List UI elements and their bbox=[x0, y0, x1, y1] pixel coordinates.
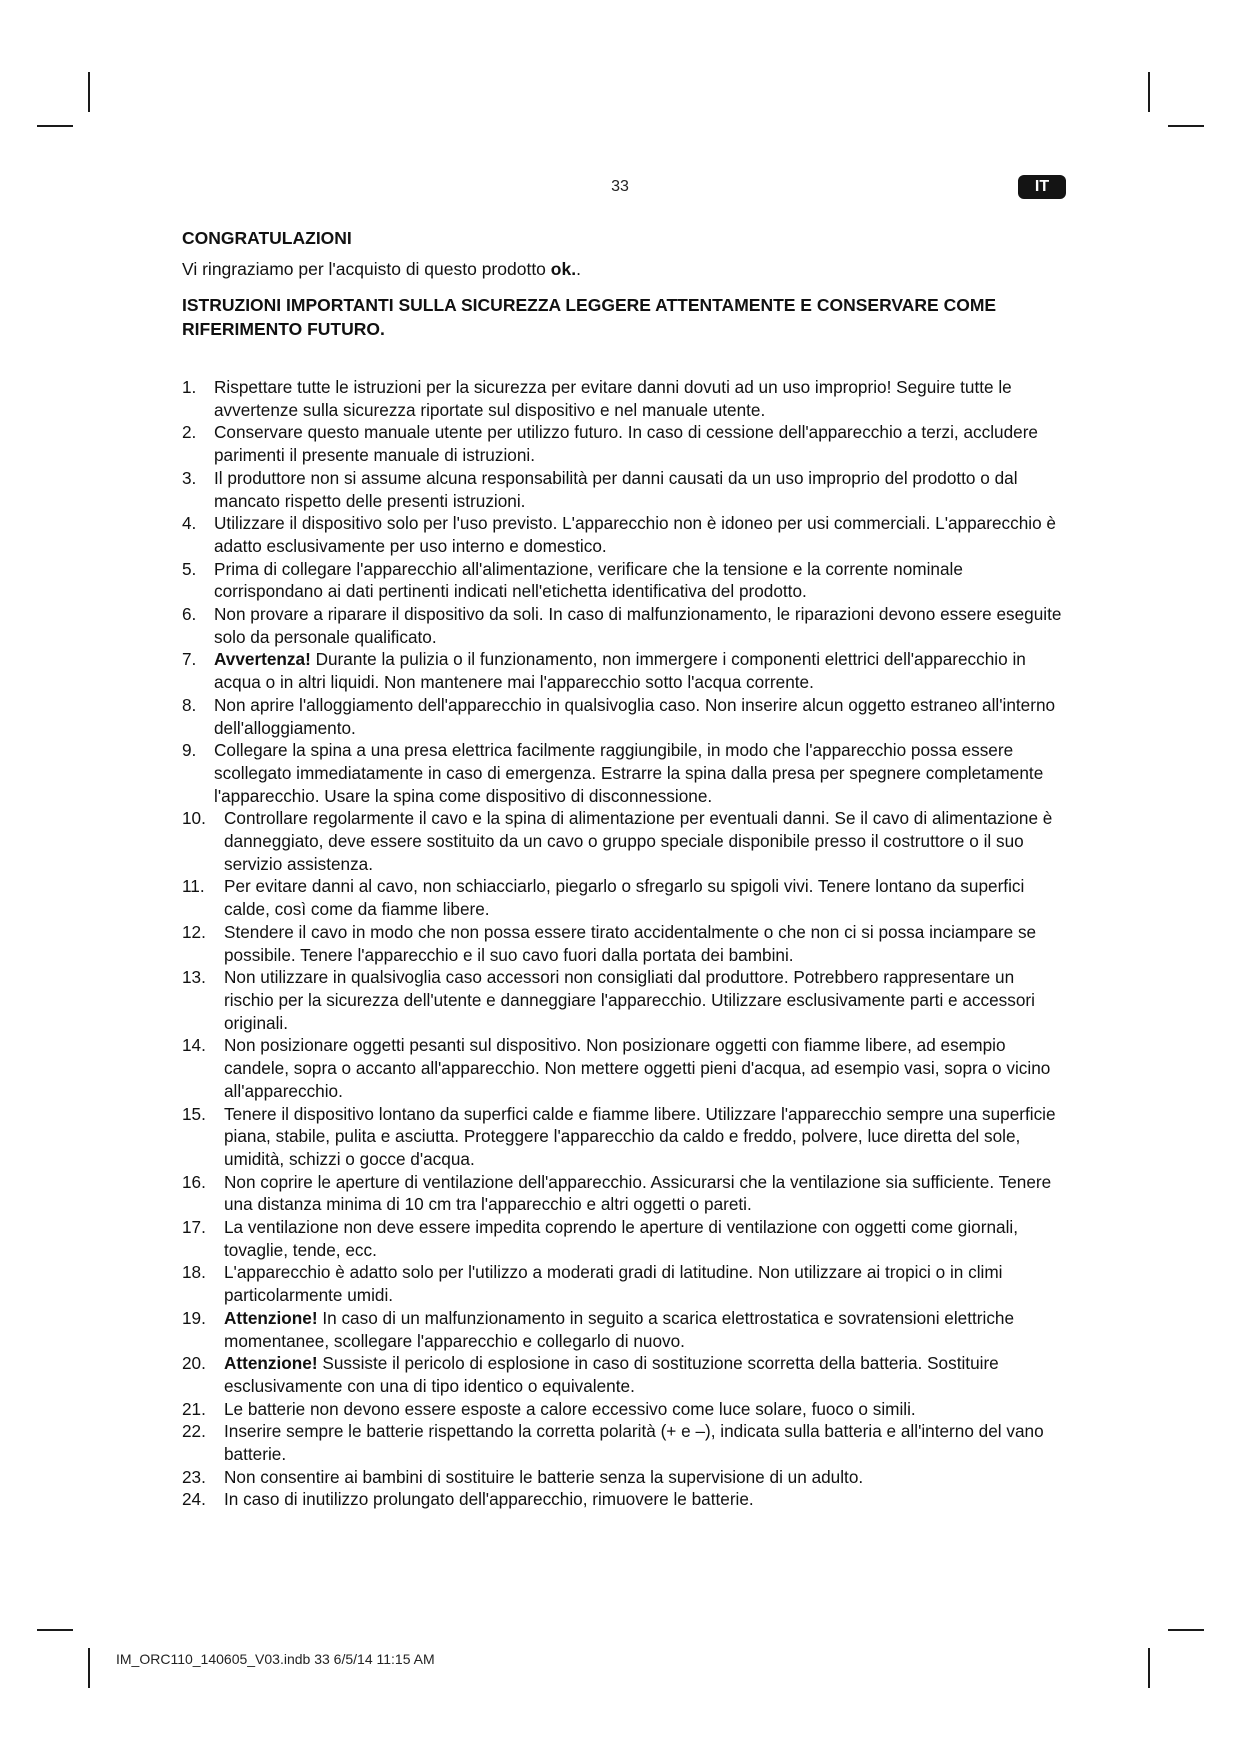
crop-mark-bottom-right bbox=[1148, 1648, 1150, 1688]
rule-item bbox=[182, 807, 1062, 875]
rule-item bbox=[182, 603, 1062, 648]
rule-item bbox=[182, 648, 1062, 693]
rule-text: Non coprire le aperture di ventilazione dell'apparecchio. Assicurarsi che la ventilazione sia sufficiente. Tenere una distanza minima di 10 cm tra l'apparecchio e altri oggetti o pareti. bbox=[224, 1171, 1052, 1215]
rule-number: 7. bbox=[182, 649, 197, 670]
intro-text bbox=[182, 257, 1062, 281]
rule-number: 24. bbox=[182, 1489, 206, 1510]
rule-item bbox=[182, 966, 1062, 1034]
rule-item bbox=[182, 1103, 1062, 1171]
rule-text: L'apparecchio è adatto solo per l'utilizzo a moderati gradi di latitudine. Non utilizzare ai tropici o in climi particolarmente umidi. bbox=[224, 1262, 1003, 1306]
rule-item bbox=[182, 421, 1062, 466]
crop-mark-top-right-h bbox=[1168, 125, 1204, 127]
rule-text: Le batterie non devono essere esposte a calore eccessivo come luce solare, fuoco o simili. bbox=[224, 1398, 916, 1419]
rule-text: In caso di inutilizzo prolungato dell'apparecchio, rimuovere le batterie. bbox=[224, 1489, 754, 1510]
rule-item bbox=[182, 467, 1062, 512]
rule-number: 1. bbox=[182, 377, 197, 397]
rule-item bbox=[182, 739, 1062, 807]
rule-number: 17. bbox=[182, 1217, 206, 1238]
rule-item bbox=[182, 1420, 1062, 1465]
rule-number: 14. bbox=[182, 1035, 206, 1056]
rule-item bbox=[182, 1398, 1062, 1421]
rule-text: Conservare questo manuale utente per utilizzo futuro. In caso di cessione dell'apparecchio a terzi, accludere parimenti il presente manuale di istruzioni. bbox=[214, 422, 1038, 466]
rule-number: 15. bbox=[182, 1103, 206, 1124]
rule-text: Utilizzare il dispositivo solo per l'uso previsto. L'apparecchio non è idoneo per usi commerciali. L'apparecchio è adatto esclusivamente per uso interno e domestico. bbox=[214, 513, 1056, 556]
rule-number: 21. bbox=[182, 1398, 206, 1419]
rule-number: 2. bbox=[182, 422, 197, 443]
rule-text: In caso di un malfunzionamento in seguito a scarica elettrostatica e sovratensioni elettriche momentanee, scollegare l'apparecchio e collegarlo di nuovo. bbox=[224, 1307, 1015, 1351]
rule-number: 10. bbox=[182, 808, 206, 829]
rule-item bbox=[182, 1171, 1062, 1216]
rule-number: 23. bbox=[182, 1466, 206, 1487]
rule-text: Controllare regolarmente il cavo e la spina di alimentazione per eventuali danni. Se il cavo di alimentazione è danneggiato, deve essere sostituito da un cavo o gruppo speciale disponibile presso il costruttore o il suo servizio assistenza. bbox=[224, 808, 1053, 874]
rule-text: Non provare a riparare il dispositivo da soli. In caso di malfunzionamento, le riparazioni devono essere eseguite solo da personale qualificato. bbox=[214, 604, 1062, 647]
rule-text: Stendere il cavo in modo che non possa essere tirato accidentalmente o che non ci si possa inciampare se possibile. Tenere l'apparecchio e il suo cavo fuori dalla portata dei bambini. bbox=[224, 921, 1037, 965]
rule-text: Tenere il dispositivo lontano da superfici calde e fiamme libere. Utilizzare l'apparecchio sempre una superficie piana, stabile, pulita e asciutta. Proteggere l'apparecchio da caldo e freddo, polvere, luce diretta del sole, umidità, schizzi o gocce d'acqua. bbox=[224, 1103, 1056, 1169]
crop-mark-top-left bbox=[88, 72, 90, 112]
rule-item bbox=[182, 1261, 1062, 1306]
rule-number: 6. bbox=[182, 604, 197, 625]
rule-item bbox=[182, 694, 1062, 739]
rule-item bbox=[182, 875, 1062, 920]
rule-text: Durante la pulizia o il funzionamento, non immergere i componenti elettrici dell'apparecchio in acqua o in altri liquidi. Non mantenere mai l'apparecchio sotto l'acqua corrente. bbox=[214, 649, 1026, 693]
rule-number: 19. bbox=[182, 1307, 206, 1328]
document-content bbox=[182, 226, 1062, 1511]
rule-text: Per evitare danni al cavo, non schiacciarlo, piegarlo o sfregarlo su spigoli vivi. Tenere lontano da superfici calde, così come da fiamme libere. bbox=[224, 876, 1025, 920]
rule-warning-label: Attenzione! bbox=[224, 1353, 318, 1374]
rule-number: 16. bbox=[182, 1171, 206, 1192]
language-badge: IT bbox=[1018, 175, 1066, 199]
rule-item bbox=[182, 1466, 1062, 1489]
rule-text: Il produttore non si assume alcuna responsabilità per danni causati da un uso improprio del prodotto o dal mancato rispetto delle presenti istruzioni. bbox=[214, 467, 1018, 511]
rule-text: Rispettare tutte le istruzioni per la sicurezza per evitare danni dovuti ad un uso improprio! Seguire tutte le avvertenze sulla sicurezza riportate sul dispositivo e nel manuale utente. bbox=[214, 377, 1012, 420]
crop-mark-top-left-h bbox=[37, 125, 73, 127]
rule-number: 12. bbox=[182, 921, 206, 942]
brand-name: ok. bbox=[550, 259, 577, 279]
rule-number: 11. bbox=[182, 876, 205, 897]
rule-warning-label: Avvertenza! bbox=[214, 649, 311, 670]
crop-mark-top-right bbox=[1148, 72, 1150, 112]
safety-heading: ISTRUZIONI IMPORTANTI SULLA SICUREZZA LEGGERE ATTENTAMENTE E CONSERVARE COME RIFERIMENTO FUTURO. bbox=[182, 295, 997, 339]
rule-text: Sussiste il pericolo di esplosione in caso di sostituzione scorretta della batteria. Sostituire esclusivamente con una di tipo identico o equivalente. bbox=[224, 1353, 999, 1396]
rule-number: 20. bbox=[182, 1353, 206, 1374]
crop-mark-bottom-left bbox=[88, 1648, 90, 1688]
intro-suffix: . bbox=[576, 259, 581, 279]
rule-text: La ventilazione non deve essere impedita coprendo le aperture di ventilazione con oggetti come giornali, tovaglie, tende, ecc. bbox=[224, 1217, 1018, 1260]
rule-text: Collegare la spina a una presa elettrica facilmente raggiungibile, in modo che l'apparecchio possa essere scollegato immediatamente in caso di emergenza. Estrarre la spina dalla presa per spegnere completamente l'apparecchio. Usare la spina come dispositivo di disconnessione. bbox=[214, 740, 1044, 806]
rule-item bbox=[182, 376, 1062, 421]
rule-number: 5. bbox=[182, 558, 197, 579]
print-slug-footer: IM_ORC110_140605_V03.indb 33 6/5/14 11:15 AM bbox=[116, 1651, 435, 1667]
rule-number: 18. bbox=[182, 1262, 206, 1283]
rule-number: 22. bbox=[182, 1421, 206, 1442]
rule-item bbox=[182, 1216, 1062, 1261]
rule-text: Non utilizzare in qualsivoglia caso accessori non consigliati dal produttore. Potrebbero rappresentare un rischio per la sicurezza dell'utente e danneggiare l'apparecchio. Utilizzare esclusivamente parti e accessori originali. bbox=[224, 967, 1035, 1033]
rule-text: Inserire sempre le batterie rispettando la corretta polarità (+ e –), indicata sulla batteria e all'interno del vano batterie. bbox=[224, 1421, 1044, 1465]
rule-number: 3. bbox=[182, 467, 197, 488]
rule-text: Non posizionare oggetti pesanti sul dispositivo. Non posizionare oggetti con fiamme libere, ad esempio candele, sopra o accanto all'apparecchio. Non mettere oggetti pieni d'acqua, ad esempio vasi, sopra o vicino all'apparecchio. bbox=[224, 1035, 1051, 1101]
rule-text: Non consentire ai bambini di sostituire le batterie senza la supervisione di un adulto. bbox=[224, 1466, 864, 1487]
section-title: CONGRATULAZIONI bbox=[182, 228, 352, 248]
rule-item bbox=[182, 1488, 1062, 1511]
intro-sentence: Vi ringraziamo per l'acquisto di questo prodotto bbox=[182, 259, 551, 279]
rule-item bbox=[182, 1352, 1062, 1397]
rule-number: 8. bbox=[182, 694, 197, 715]
rule-text: Prima di collegare l'apparecchio all'alimentazione, verificare che la tensione e la corrente nominale corrispondano ai dati pertinenti indicati nell'etichetta identificativa del prodotto. bbox=[214, 558, 963, 602]
page-number: 33 bbox=[611, 178, 629, 195]
crop-mark-bottom-right-h bbox=[1168, 1629, 1204, 1631]
rule-item bbox=[182, 558, 1062, 603]
rule-number: 4. bbox=[182, 513, 197, 534]
crop-mark-bottom-left-h bbox=[37, 1629, 73, 1631]
rule-number: 13. bbox=[182, 967, 206, 988]
rule-item bbox=[182, 1307, 1062, 1352]
rule-warning-label: Attenzione! bbox=[224, 1307, 318, 1328]
safety-rules-list bbox=[182, 376, 1062, 1511]
rule-item bbox=[182, 512, 1062, 557]
rule-text: Non aprire l'alloggiamento dell'apparecchio in qualsivoglia caso. Non inserire alcun oggetto estraneo all'interno dell'alloggiamento. bbox=[214, 694, 1056, 738]
rule-item bbox=[182, 1034, 1062, 1102]
rule-item bbox=[182, 921, 1062, 966]
rule-number: 9. bbox=[182, 740, 197, 761]
